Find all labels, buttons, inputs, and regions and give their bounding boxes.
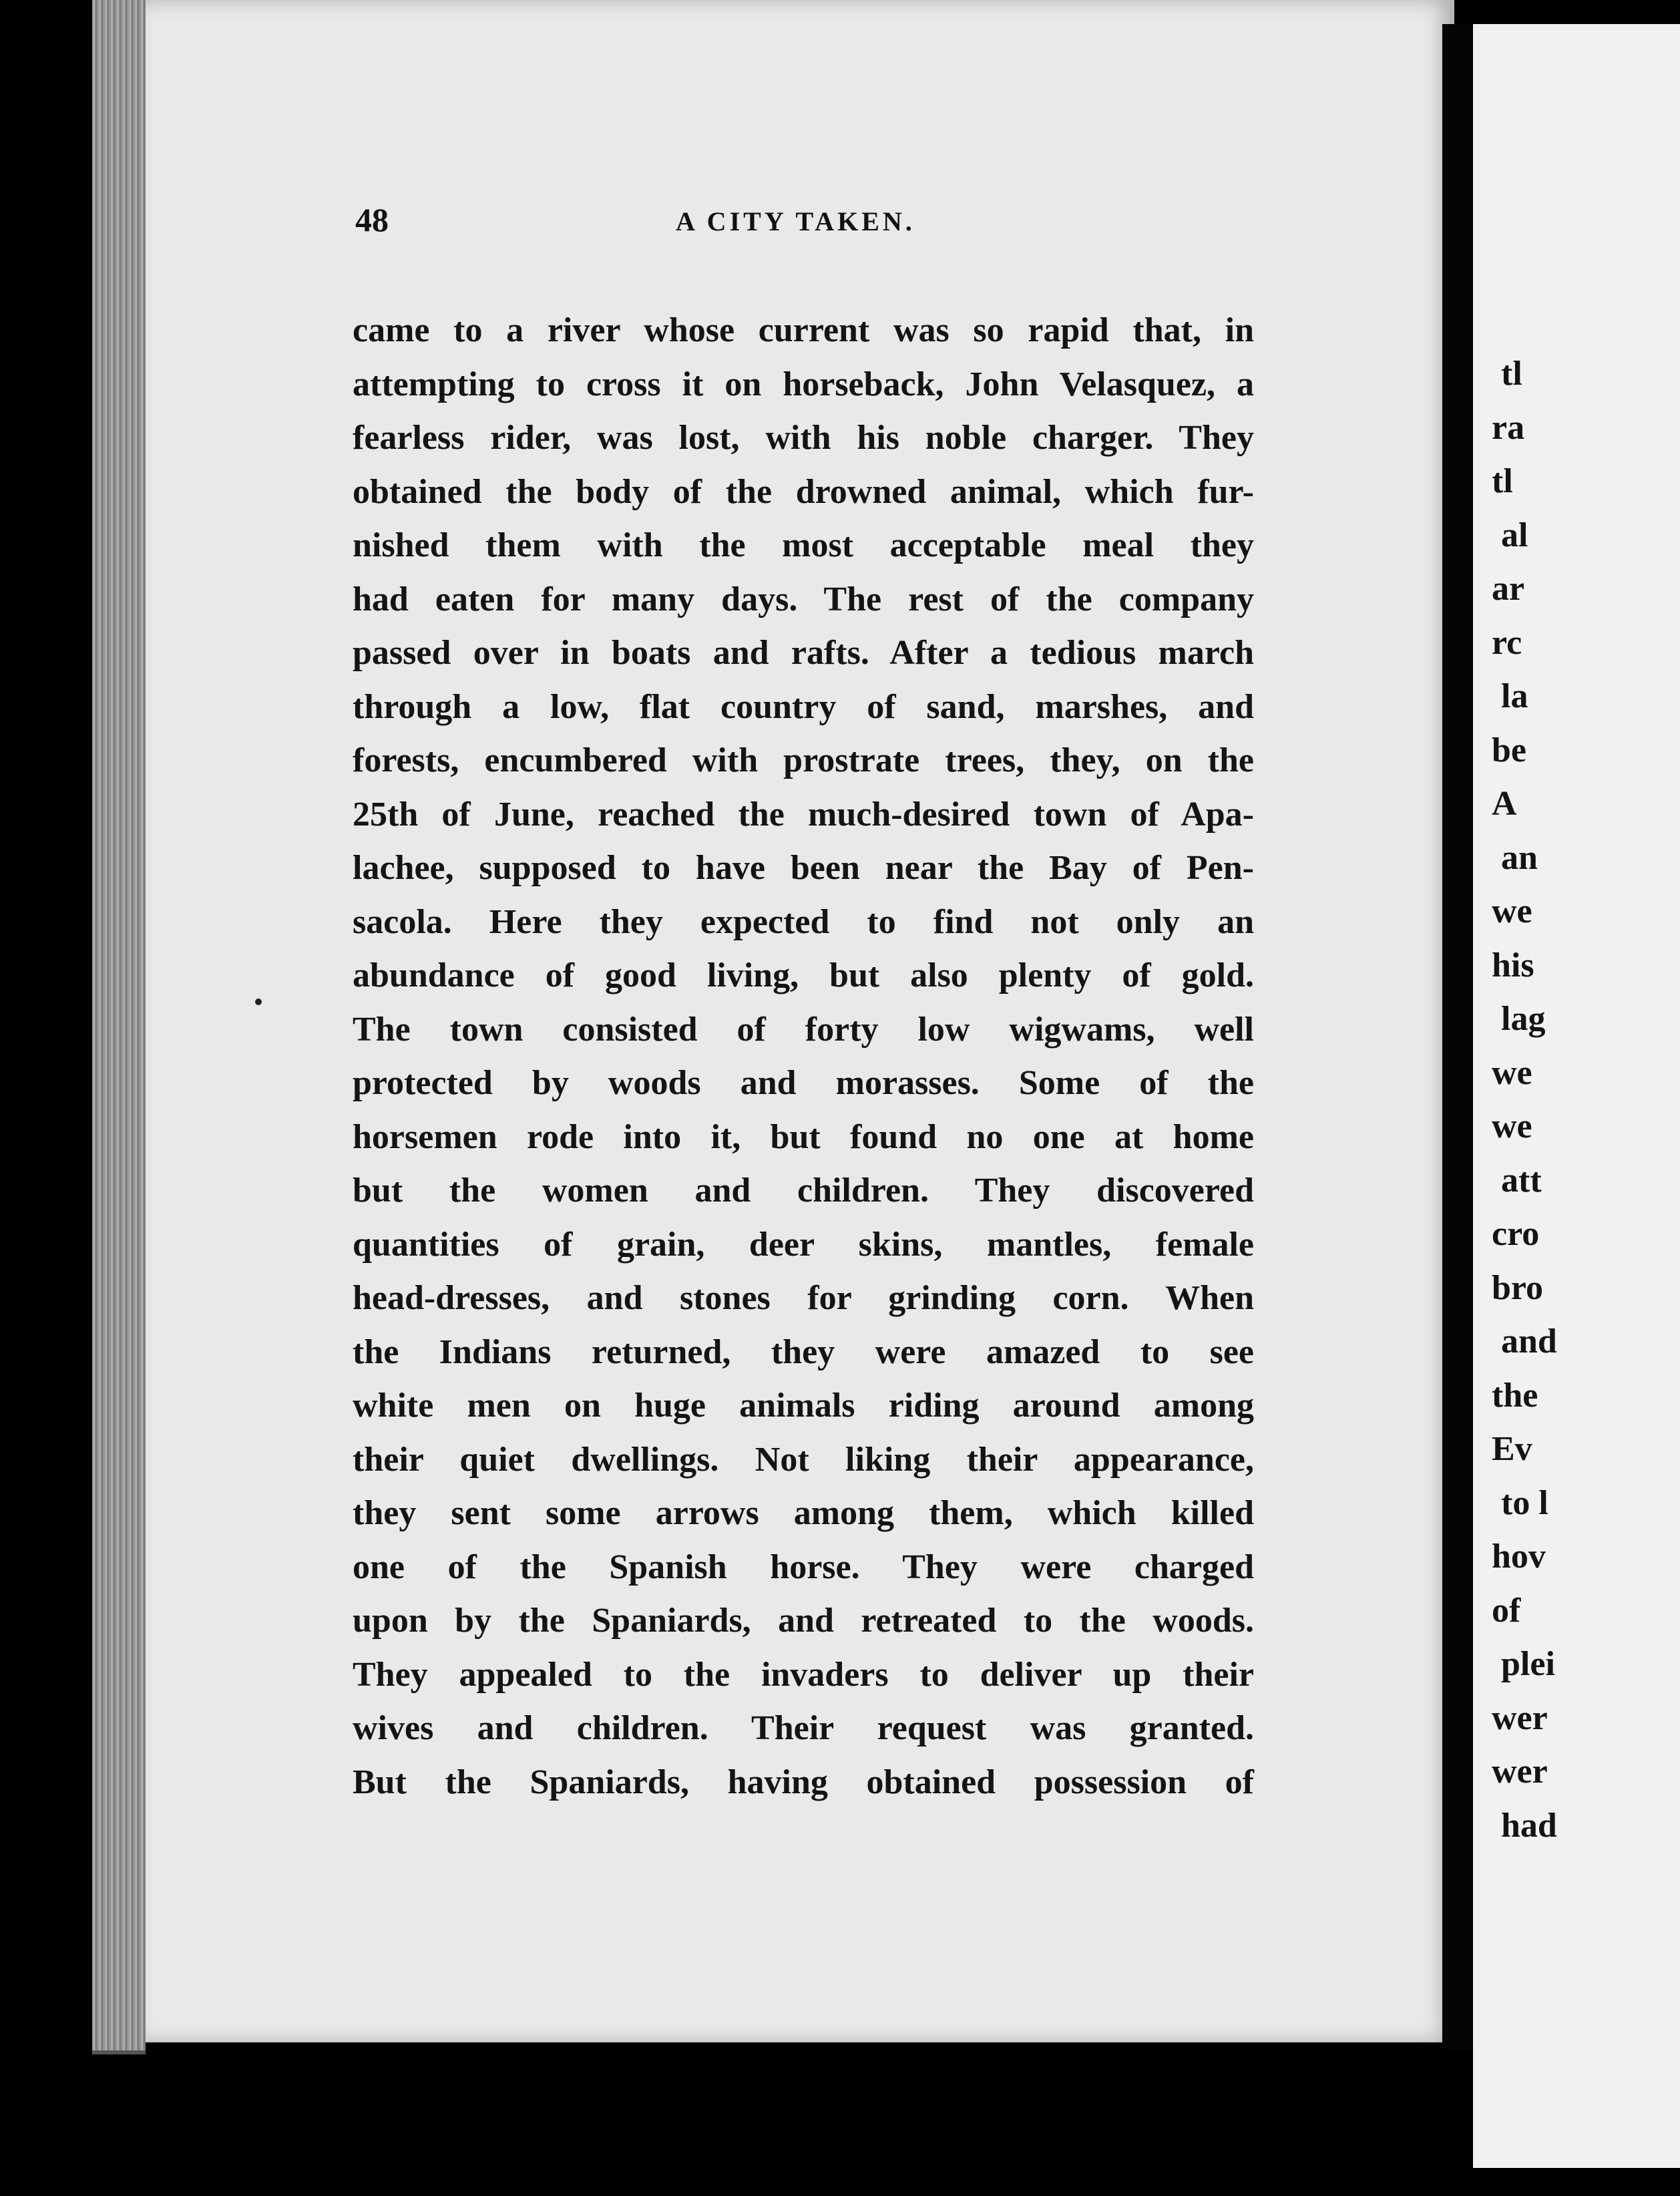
running-head: A CITY TAKEN.	[676, 206, 915, 236]
text-line: 25th of June, reached the much-desired town of Apa-	[353, 795, 1254, 834]
text-line: their quiet dwellings. Not liking their appearance,	[353, 1440, 1254, 1479]
right-page-fragment: tl	[1492, 462, 1513, 500]
right-page-fragment: att	[1501, 1161, 1542, 1200]
margin-mark	[255, 998, 262, 1005]
right-page-fragment: an	[1501, 838, 1538, 877]
text-line: fearless rider, was lost, with his noble charger. They	[353, 419, 1254, 457]
right-page-text	[1482, 347, 1680, 1853]
text-line: but the women and children. They discovered	[353, 1171, 1254, 1210]
text-line: through a low, flat country of sand, marshes, and	[353, 687, 1254, 726]
text-line: nished them with the most acceptable meal they	[353, 526, 1254, 564]
text-line: abundance of good living, but also plenty of gold.	[353, 956, 1254, 994]
right-page-fragment: A	[1492, 785, 1517, 823]
right-page-fragment: we	[1492, 892, 1532, 930]
text-line: lachee, supposed to have been near the Bay of Pen-	[353, 849, 1254, 887]
text-line: had eaten for many days. The rest of the company	[353, 580, 1254, 618]
book-page-edges	[92, 0, 146, 2054]
right-page-fragment: and	[1501, 1322, 1557, 1360]
text-line: passed over in boats and rafts. After a tedious march	[353, 634, 1254, 672]
right-page-fragment: wer	[1492, 1698, 1548, 1737]
page-header	[355, 200, 1250, 254]
book-gutter	[1442, 24, 1473, 2049]
text-line: sacola. Here they expected to find not only an	[353, 902, 1254, 941]
text-line: the Indians returned, they were amazed to see	[353, 1332, 1254, 1371]
text-line: one of the Spanish horse. They were charged	[353, 1547, 1254, 1586]
text-line: white men on huge animals riding around among	[353, 1387, 1254, 1425]
text-line: horsemen rode into it, but found no one at home	[353, 1117, 1254, 1156]
right-page-fragment: we	[1492, 1053, 1532, 1092]
right-page-fragment: the	[1492, 1376, 1538, 1415]
page-number: 48	[355, 201, 389, 238]
right-page-fragment: bro	[1492, 1268, 1544, 1307]
body-text	[353, 304, 1254, 1809]
right-page-fragment: ra	[1492, 408, 1525, 447]
right-page-fragment: tl	[1501, 355, 1522, 393]
text-line: they sent some arrows among them, which killed	[353, 1494, 1254, 1532]
text-line: head-dresses, and stones for grinding corn. When	[353, 1279, 1254, 1317]
right-page-fragment: had	[1501, 1806, 1557, 1845]
text-line: upon by the Spaniards, and retreated to the woods.	[353, 1602, 1254, 1640]
right-page-fragment: his	[1492, 946, 1534, 984]
text-line: attempting to cross it on horseback, John Velasquez, a	[353, 365, 1254, 403]
right-page-fragment: lag	[1501, 1000, 1546, 1038]
text-line: But the Spaniards, having obtained possession of	[353, 1763, 1254, 1801]
right-page-fragment: to l	[1501, 1483, 1548, 1522]
text-line: forests, encumbered with prostrate trees, they, on the	[353, 741, 1254, 779]
text-line: obtained the body of the drowned animal, which fur-	[353, 472, 1254, 511]
right-page-fragment: plei	[1501, 1645, 1555, 1683]
right-page-fragment: al	[1501, 516, 1528, 554]
right-page-fragment: of	[1492, 1591, 1521, 1630]
right-page-fragment: Ev	[1492, 1430, 1532, 1468]
right-page-fragment: wer	[1492, 1753, 1548, 1791]
right-page-fragment: rc	[1492, 623, 1522, 662]
right-page-fragment: cro	[1492, 1215, 1540, 1253]
text-line: They appealed to the invaders to deliver up their	[353, 1655, 1254, 1694]
text-line: quantities of grain, deer skins, mantles, female	[353, 1225, 1254, 1264]
right-page-fragment: we	[1492, 1107, 1532, 1145]
right-page-fragment: be	[1492, 731, 1526, 769]
right-page-fragment: ar	[1492, 570, 1525, 608]
text-line: protected by woods and morasses. Some of the	[353, 1064, 1254, 1102]
text-line: wives and children. Their request was granted.	[353, 1709, 1254, 1747]
right-page-fragment: la	[1501, 677, 1528, 715]
text-line: The town consisted of forty low wigwams, well	[353, 1010, 1254, 1049]
right-page-fragment: hov	[1492, 1537, 1546, 1576]
text-line: came to a river whose current was so rapid that, in	[353, 311, 1254, 349]
